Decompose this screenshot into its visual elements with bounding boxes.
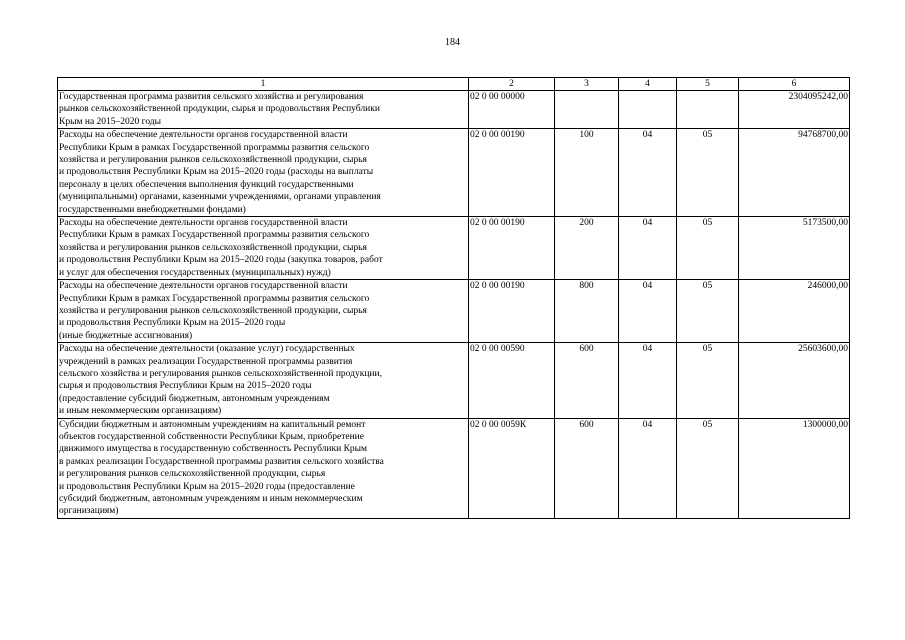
description-line: и услуг для обеспечения государственных (муниципальных) нужд) — [59, 267, 331, 278]
subsection-cell — [677, 91, 739, 129]
description-line: и продовольствия Республики Крым на 2015–2020 годы (предоставление — [59, 481, 355, 492]
description-line: (иные бюджетные ассигнования) — [59, 330, 193, 341]
table-row — [58, 91, 850, 129]
row-description — [58, 280, 469, 343]
description-line: рынков сельскохозяйственной продукции, сырья и продовольствия Республики — [59, 104, 380, 115]
subsection-cell: 05 — [677, 217, 739, 280]
description-line: хозяйства и регулирования рынков сельскохозяйственной продукции, сырья — [59, 242, 367, 253]
row-description — [58, 129, 469, 217]
section-cell: 04 — [619, 217, 677, 280]
description-line: Республики Крым в рамках Государственной программы развития сельского — [59, 293, 370, 304]
description-line: Крым на 2015–2020 годы — [59, 116, 162, 127]
page-number: 184 — [445, 37, 460, 48]
column-header: 4 — [619, 78, 677, 91]
description-line: Расходы на обеспечение деятельности органов государственной власти — [59, 130, 348, 141]
subsection-cell: 05 — [677, 280, 739, 343]
amount-cell: 5173500,00 — [739, 217, 850, 280]
subsection-cell: 05 — [677, 343, 739, 418]
program-code-cell: 02 0 00 00190 — [469, 280, 555, 343]
expense-type-cell: 600 — [555, 343, 619, 418]
program-code-cell: 02 0 00 00000 — [469, 91, 555, 129]
description-line: (предоставление субсидий бюджетным, автономным учреждениям — [59, 393, 330, 404]
description-line: и регулирования рынков сельскохозяйственной продукции, сырья — [59, 469, 326, 480]
expense-type-cell: 600 — [555, 418, 619, 518]
amount-cell: 246000,00 — [739, 280, 850, 343]
table-row — [58, 129, 850, 217]
description-line: хозяйства и регулирования рынков сельскохозяйственной продукции, сырья — [59, 155, 367, 166]
description-line: и продовольствия Республики Крым на 2015–2020 годы — [59, 318, 286, 329]
amount-cell: 25603600,00 — [739, 343, 850, 418]
amount-cell: 94768700,00 — [739, 129, 850, 217]
description-line: сырья и продовольствия Республики Крым на 2015–2020 годы — [59, 381, 312, 392]
description-line: государственными внебюджетными фондами) — [59, 204, 246, 215]
expense-type-cell: 200 — [555, 217, 619, 280]
table-row — [58, 343, 850, 418]
amount-cell: 1300000,00 — [739, 418, 850, 518]
description-line: субсидий бюджетным, автономным учреждениям и иным некоммерческим — [59, 494, 363, 504]
description-line: сельского хозяйства и регулирования рынков сельскохозяйственной продукции, — [59, 368, 382, 379]
description-line: Расходы на обеспечение деятельности органов государственной власти — [59, 218, 348, 229]
expense-type-cell — [555, 91, 619, 129]
expense-type-cell: 100 — [555, 129, 619, 217]
section-cell: 04 — [619, 418, 677, 518]
description-line: (муниципальными) органами, казенными учреждениями, органами управления — [59, 192, 381, 203]
description-line: персоналу в целях обеспечения выполнения функций государственными — [59, 179, 354, 190]
section-cell: 04 — [619, 343, 677, 418]
description-line: учреждений в рамках реализации Государственной программы развития — [59, 356, 353, 367]
column-header: 2 — [469, 78, 555, 91]
description-line: Государственная программа развития сельского хозяйства и регулирования — [59, 92, 364, 102]
program-code-cell: 02 0 00 00590 — [469, 343, 555, 418]
description-line: и продовольствия Республики Крым на 2015–2020 годы (закупка товаров, работ — [59, 255, 383, 266]
description-line: организациям) — [59, 506, 119, 517]
row-description — [58, 91, 469, 129]
description-line: объектов государственной собственности Республики Крым, приобретение — [59, 431, 364, 442]
description-line: хозяйства и регулирования рынков сельскохозяйственной продукции, сырья — [59, 305, 367, 316]
row-description — [58, 343, 469, 418]
table-row — [58, 418, 850, 518]
subsection-cell: 05 — [677, 129, 739, 217]
row-description — [58, 418, 469, 518]
column-header: 3 — [555, 78, 619, 91]
budget-table — [57, 77, 850, 519]
description-line: и продовольствия Республики Крым на 2015–2020 годы (расходы на выплаты — [59, 167, 374, 178]
subsection-cell: 05 — [677, 418, 739, 518]
description-line: Субсидии бюджетным и автономным учреждениям на капитальный ремонт — [59, 419, 366, 430]
section-cell: 04 — [619, 129, 677, 217]
program-code-cell: 02 0 00 00190 — [469, 217, 555, 280]
table-row — [58, 217, 850, 280]
section-cell — [619, 91, 677, 129]
description-line: Республики Крым в рамках Государственной программы развития сельского — [59, 142, 370, 153]
description-line: и иным некоммерческим организациям) — [59, 406, 222, 417]
table-body — [58, 91, 850, 519]
program-code-cell: 02 0 00 00190 — [469, 129, 555, 217]
description-line: Расходы на обеспечение деятельности (оказание услуг) государственных — [59, 344, 355, 355]
description-line: Расходы на обеспечение деятельности органов государственной власти — [59, 281, 348, 292]
amount-cell: 2304095242,00 — [739, 91, 850, 129]
column-header: 6 — [739, 78, 850, 91]
description-line: движимого имущества в государственную собственность Республики Крым — [59, 444, 368, 455]
description-line: Республики Крым в рамках Государственной программы развития сельского — [59, 230, 370, 241]
table-row — [58, 280, 850, 343]
description-line: в рамках реализации Государственной программы развития сельского хозяйства — [59, 456, 384, 467]
column-header: 1 — [58, 78, 469, 91]
column-header: 5 — [677, 78, 739, 91]
program-code-cell: 02 0 00 0059К — [469, 418, 555, 518]
header-row — [58, 78, 850, 91]
section-cell: 04 — [619, 280, 677, 343]
expense-type-cell: 800 — [555, 280, 619, 343]
row-description — [58, 217, 469, 280]
